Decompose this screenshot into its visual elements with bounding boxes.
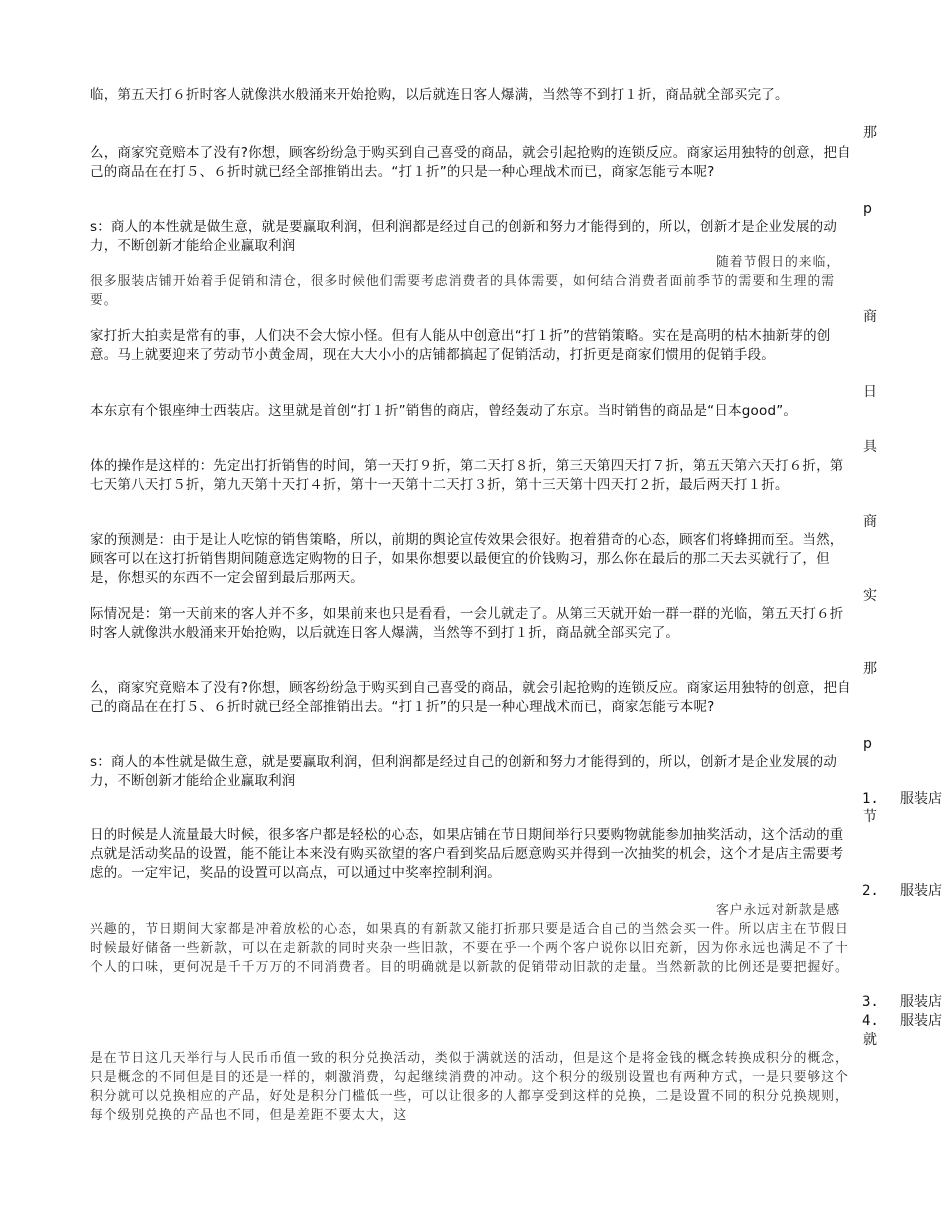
numbered-heading [862, 993, 942, 1011]
list-label: 服装店 [900, 883, 942, 899]
list-number: 2. [862, 883, 879, 899]
paragraph: 日的时候是人流量最大时候，很多客户都是轻松的心态，如果店铺在节日期间举行只要购物就能参加抽奖活动，这个活动的重点就是活动奖品的设置，能不能让本来没有购买欲望的客户看到奖品后愿意购买并得到一次抽奖的机会，这个才是店主需要考虑的。一定牢记，奖品的设置可以高点，可以通过中奖率控制利润。 [90, 827, 844, 881]
margin-char: 实 [863, 588, 877, 604]
paragraph: s：商人的本性就是做生意，就是要赢取利润，但利润都是经过自己的创新和努力才能得到的，所以，创新才是企业发展的动力，不断创新才能给企业赢取利润 [90, 219, 838, 254]
paragraph: 么，商家究竟赔本了没有?你想，顾客纷纷急于购买到自己喜受的商品，就会引起抢购的连锁反应。商家运用独特的创意，把自己的商品在在打５、６折时就已经全部推销出去。“打１折”的只是一种心理战术而已，商家怎能亏本呢? [90, 680, 851, 715]
list-number: 4. [862, 1013, 879, 1029]
margin-char: 日 [863, 384, 877, 400]
paragraph: 际情况是：第一天前来的客人并不多，如果前来也只是看看，一会儿就走了。从第三天就开始一群一群的光临，第五天打６折时客人就像洪水般涌来开始抢购，以后就连日客人爆满，当然等不到打１折，商品就全部买完了。 [90, 606, 844, 641]
paragraph: 本东京有个银座绅士西装店。这里就是首创“打１折”销售的商店，曾经轰动了东京。当时销售的商品是“日本good”。 [90, 403, 798, 419]
margin-char: 就 [863, 1032, 877, 1048]
margin-char: 那 [863, 125, 877, 141]
list-number: 1. [862, 791, 879, 807]
margin-char: p [863, 201, 872, 217]
numbered-heading [862, 1012, 942, 1030]
margin-char: 商 [863, 514, 877, 530]
numbered-heading [862, 882, 942, 900]
paragraph: 家的预测是：由于是让人吃惊的销售策略，所以，前期的舆论宣传效果会很好。抱着猎奇的心态，顾客们将蜂拥而至。当然，顾客可以在这打折销售期间随意选定购物的日子，如果你想要以最便宜的价钱购习，那么你在最后的那二天去买就行了，但是，你想买的东西不一定会留到最后那两天。 [90, 532, 844, 586]
margin-char: 商 [863, 309, 877, 325]
margin-char: 那 [863, 661, 877, 677]
numbered-heading [862, 790, 942, 808]
list-label: 服装店 [900, 994, 942, 1010]
paragraph: 家打折大拍卖是常有的事，人们决不会大惊小怪。但有人能从中创意出“打１折”的营销策略。实在是高明的枯木抽新芽的创意。马上就要迎来了劳动节小黄金周，现在大大小小的店铺都搞起了促销活动，打折更是商家们惯用的促销手段。 [90, 328, 831, 363]
margin-char: 具 [863, 439, 877, 455]
paragraph: s：商人的本性就是做生意，就是要赢取利润，但利润都是经过自己的创新和努力才能得到的，所以，创新才是企业发展的动力，不断创新才能给企业赢取利润 [90, 754, 838, 789]
paragraph: 么，商家究竟赔本了没有?你想，顾客纷纷急于购买到自己喜受的商品，就会引起抢购的连锁反应。商家运用独特的创意，把自己的商品在在打５、６折时就已经全部推销出去。“打１折”的只是一种心理战术而已，商家怎能亏本呢? [90, 145, 851, 180]
paragraph: 很多服装店铺开始着手促销和清仓，很多时候他们需要考虑消费者的具体需要，如何结合消费者面前季节的需要和生理的需要。 [90, 274, 836, 308]
paragraph: 临，第五天打６折时客人就像洪水般涌来开始抢购，以后就连日客人爆满，当然等不到打１折，商品就全部买完了。 [90, 87, 789, 103]
margin-char: 节 [863, 809, 877, 825]
list-number: 3. [862, 994, 879, 1010]
right-text: 客户永远对新款是感 [716, 903, 841, 918]
paragraph: 体的操作是这样的：先定出打折销售的时间，第一天打９折，第二天打８折，第三天第四天打７折，第五天第六天打６折，第七天第八天打５折，第九天第十天打４折，第十一天第十二天打３折，第十三天第十四天打２折，最后两天打１折。 [90, 458, 844, 493]
paragraph: 是在节日这几天举行与人民币币值一致的积分兑换活动，类似于满就送的活动，但是这个是将金钱的概念转换成积分的概念，只是概念的不同但是目的还是一样的，刺激消费，勾起继续消费的冲动。这个积分的级别设置也有两种方式，一是只要够这个积分就可以兑换相应的产品，好处是积分门槛低一些，可以让很多的人都享受到这样的兑换，二是设置不同的积分兑换规则，每个级别兑换的产品也不同，但是差距不要太大，这 [90, 1051, 849, 1123]
right-text: 随着节假日的来临， [716, 255, 841, 270]
list-label: 服装店 [900, 791, 942, 807]
list-label: 服装店 [900, 1013, 942, 1029]
paragraph: 兴趣的，节日期间大家都是冲着放松的心态，如果真的有新款又能打折那只要是适合自己的当然会买一件。所以店主在节假日时候最好储备一些新款，可以在走新款的同时夹杂一些旧款，不要在乎一个两个客户说你以旧充新，因为你永远也满足不了十个人的口味，更何况是千千万万的不同消费者。目的明确就是以新款的促销带动旧款的走量。当然新款的比例还是要把握好。 [90, 922, 849, 975]
margin-char: p [863, 736, 872, 752]
